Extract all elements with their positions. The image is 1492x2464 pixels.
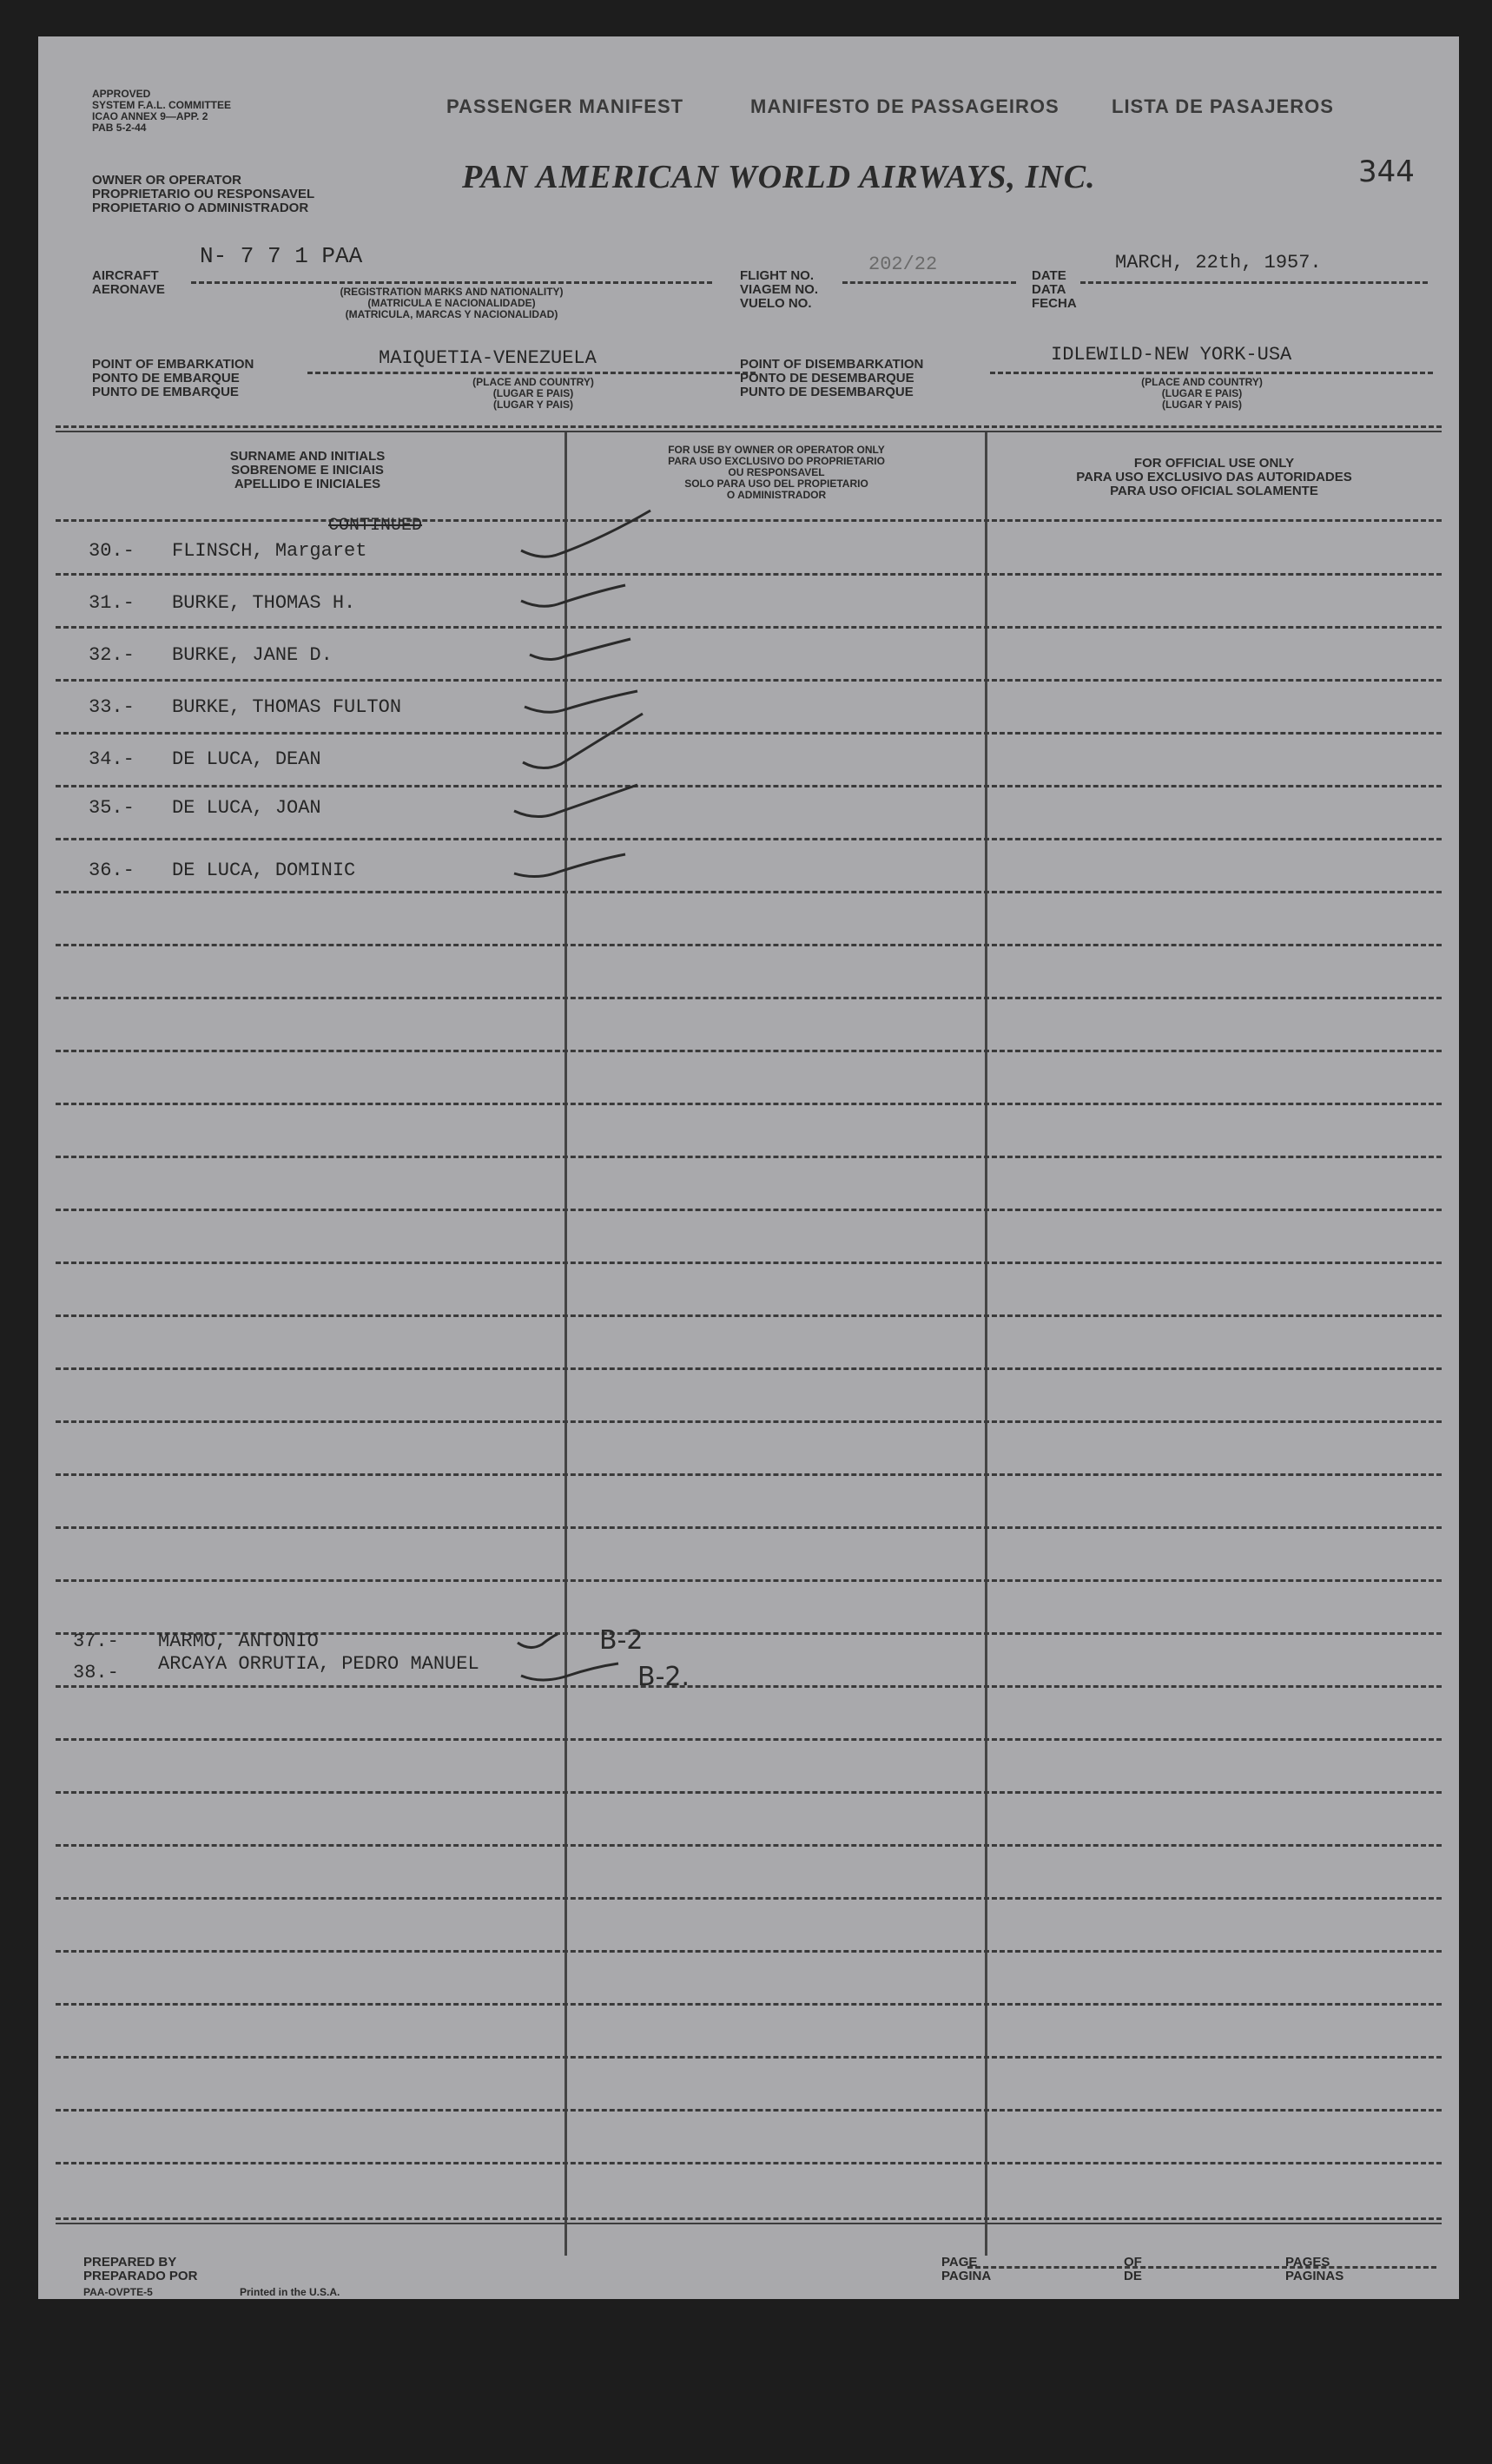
column-header-line: O ADMINISTRADOR [726,489,827,501]
flight-label: FLIGHT NO. [740,268,814,283]
embarkation-value: MAIQUETIA-VENEZUELA [379,347,597,369]
embarkation-label: POINT OF EMBARKATION [92,357,254,372]
embarkation-label: PUNTO DE EMBARQUE [92,385,239,399]
form-number: PAA-OVPTE-5 [83,2286,153,2298]
prepared-label: PREPARED BY [83,2255,177,2270]
column-header-line: SOLO PARA USO DEL PROPIETARIO [684,478,868,490]
pages-label: PAGES [1285,2255,1330,2270]
passenger-name: FLINSCH, Margaret [172,540,367,562]
passenger-number: 32.- [89,644,135,666]
page-count-underline [967,2266,1436,2269]
title-es: LISTA DE PASAJEROS [1112,96,1334,117]
passenger-name: BURKE, JANE D. [172,644,333,666]
footer-rule [56,2217,1442,2220]
title-pt: MANIFESTO DE PASSAGEIROS [750,96,1060,117]
passenger-number: 34.- [89,748,135,770]
date-label: DATA [1032,282,1066,297]
passenger-name: ARCAYA ORRUTIA, PEDRO MANUEL [158,1653,479,1675]
prepared-by-labels [83,2256,197,2283]
passenger-name: BURKE, THOMAS FULTON [172,696,402,718]
aircraft-caption-line: (MATRICULA, MARCAS Y NACIONALIDAD) [345,308,558,320]
column-header-line: PARA USO OFICIAL SOLAMENTE [1110,484,1318,498]
owner-label: PROPRIETARIO OU RESPONSAVEL [92,187,315,201]
owner-value: PAN AMERICAN WORLD AIRWAYS, INC. [462,159,1096,195]
embarkation-caption-line: (LUGAR E PAIS) [492,387,574,399]
check-mark-icon [523,714,643,768]
passenger-name: MARMO, ANTONIO [158,1631,319,1652]
check-mark-icon [514,854,625,877]
check-marks [38,36,1459,2299]
passenger-name: BURKE, THOMAS H. [172,592,356,614]
date-value: MARCH, 22th, 1957. [1115,252,1322,273]
check-mark-icon [525,691,637,712]
passenger-number: 36.- [89,860,135,881]
disembarkation-label: PUNTO DE DESEMBARQUE [740,385,914,399]
aircraft-caption-line: (REGISTRATION MARKS AND NATIONALITY) [340,286,564,298]
approval-line: ICAO ANNEX 9—APP. 2 [92,110,208,122]
column-header-line: SURNAME AND INITIALS [229,449,386,464]
passenger-name: DE LUCA, JOAN [172,797,321,819]
check-mark-icon [530,639,630,660]
column-header-line: FOR USE BY OWNER OR OPERATOR ONLY [668,444,885,456]
pages-label: PAGINAS [1285,2269,1344,2283]
disembarkation-label: PONTO DE DESEMBARQUE [740,371,914,385]
check-mark-icon [518,1634,558,1648]
printed-in: Printed in the U.S.A. [240,2286,340,2298]
flight-value: 202/22 [868,254,938,275]
embarkation-label: PONTO DE EMBARQUE [92,371,240,385]
passenger-number: 30.- [89,540,135,562]
check-mark-icon [521,585,625,606]
sheet-number: 344 [1358,155,1415,189]
date-label: DATE [1032,268,1066,283]
of-label: DE [1124,2269,1142,2283]
passenger-number: 38.- [73,1662,119,1683]
passenger-note: B-2. [637,1662,690,1692]
disembarkation-label: POINT OF DISEMBARKATION [740,357,924,372]
embarkation-caption-line: (LUGAR Y PAIS) [492,399,573,411]
passenger-number: 37.- [73,1631,119,1652]
page-label: PAGINA [941,2269,992,2283]
column-header-line: PARA USO EXCLUSIVO DAS AUTORIDADES [1076,470,1352,484]
prepared-label: PREPARADO POR [83,2269,198,2283]
disembarkation-caption-line: (LUGAR Y PAIS) [1161,399,1242,411]
disembarkation-caption-line: (LUGAR E PAIS) [1161,387,1243,399]
passenger-name: DE LUCA, DOMINIC [172,860,356,881]
owner-label: PROPIETARIO O ADMINISTRADOR [92,201,309,215]
aircraft-caption-line: (MATRICULA E NACIONALIDADE) [367,297,536,309]
date-label: FECHA [1032,296,1077,311]
page-label: PAGE [941,2255,978,2270]
footer-rule-solid [56,2223,1442,2224]
column-header-line: FOR OFFICIAL USE ONLY [1133,456,1295,471]
passenger-name: DE LUCA, DEAN [172,748,321,770]
column-header-line: SOBRENOME E INICIAIS [231,463,384,478]
approval-line: PAB 5-2-44 [92,122,147,134]
flight-label: VUELO NO. [740,296,812,311]
aircraft-label: AIRCRAFT [92,268,159,283]
approval-line: SYSTEM F.A.L. COMMITTEE [92,99,232,111]
of-labels [1124,2256,1142,2283]
check-mark-icon [514,785,637,817]
disembarkation-caption-line: (PLACE AND COUNTRY) [1141,376,1263,388]
passenger-number: 33.- [89,696,135,718]
aircraft-value: N- 7 7 1 PAA [200,243,363,269]
passenger-note: B-2 [599,1625,644,1656]
flight-label: VIAGEM NO. [740,282,819,297]
column-header-line: OU RESPONSAVEL [728,466,825,478]
pages-labels [1285,2256,1343,2283]
embarkation-caption-line: (PLACE AND COUNTRY) [472,376,594,388]
column-header-line: APELLIDO E INICIALES [234,477,381,491]
passenger-number: 31.- [89,592,135,614]
manifest-sheet [38,36,1459,2299]
column-header-line: PARA USO EXCLUSIVO DO PROPRIETARIO [668,455,885,467]
title-en: PASSENGER MANIFEST [446,96,684,117]
check-mark-icon [521,511,650,557]
owner-label: OWNER OR OPERATOR [92,173,241,188]
disembarkation-value: IDLEWILD-NEW YORK-USA [1051,344,1292,366]
page-labels [941,2256,991,2283]
check-mark-icon [521,1664,618,1680]
passenger-number: 35.- [89,797,135,819]
of-label: OF [1124,2255,1142,2270]
continued-label: CONTINUED [328,516,423,536]
approval-line: APPROVED [92,88,151,100]
aircraft-label: AERONAVE [92,282,165,297]
